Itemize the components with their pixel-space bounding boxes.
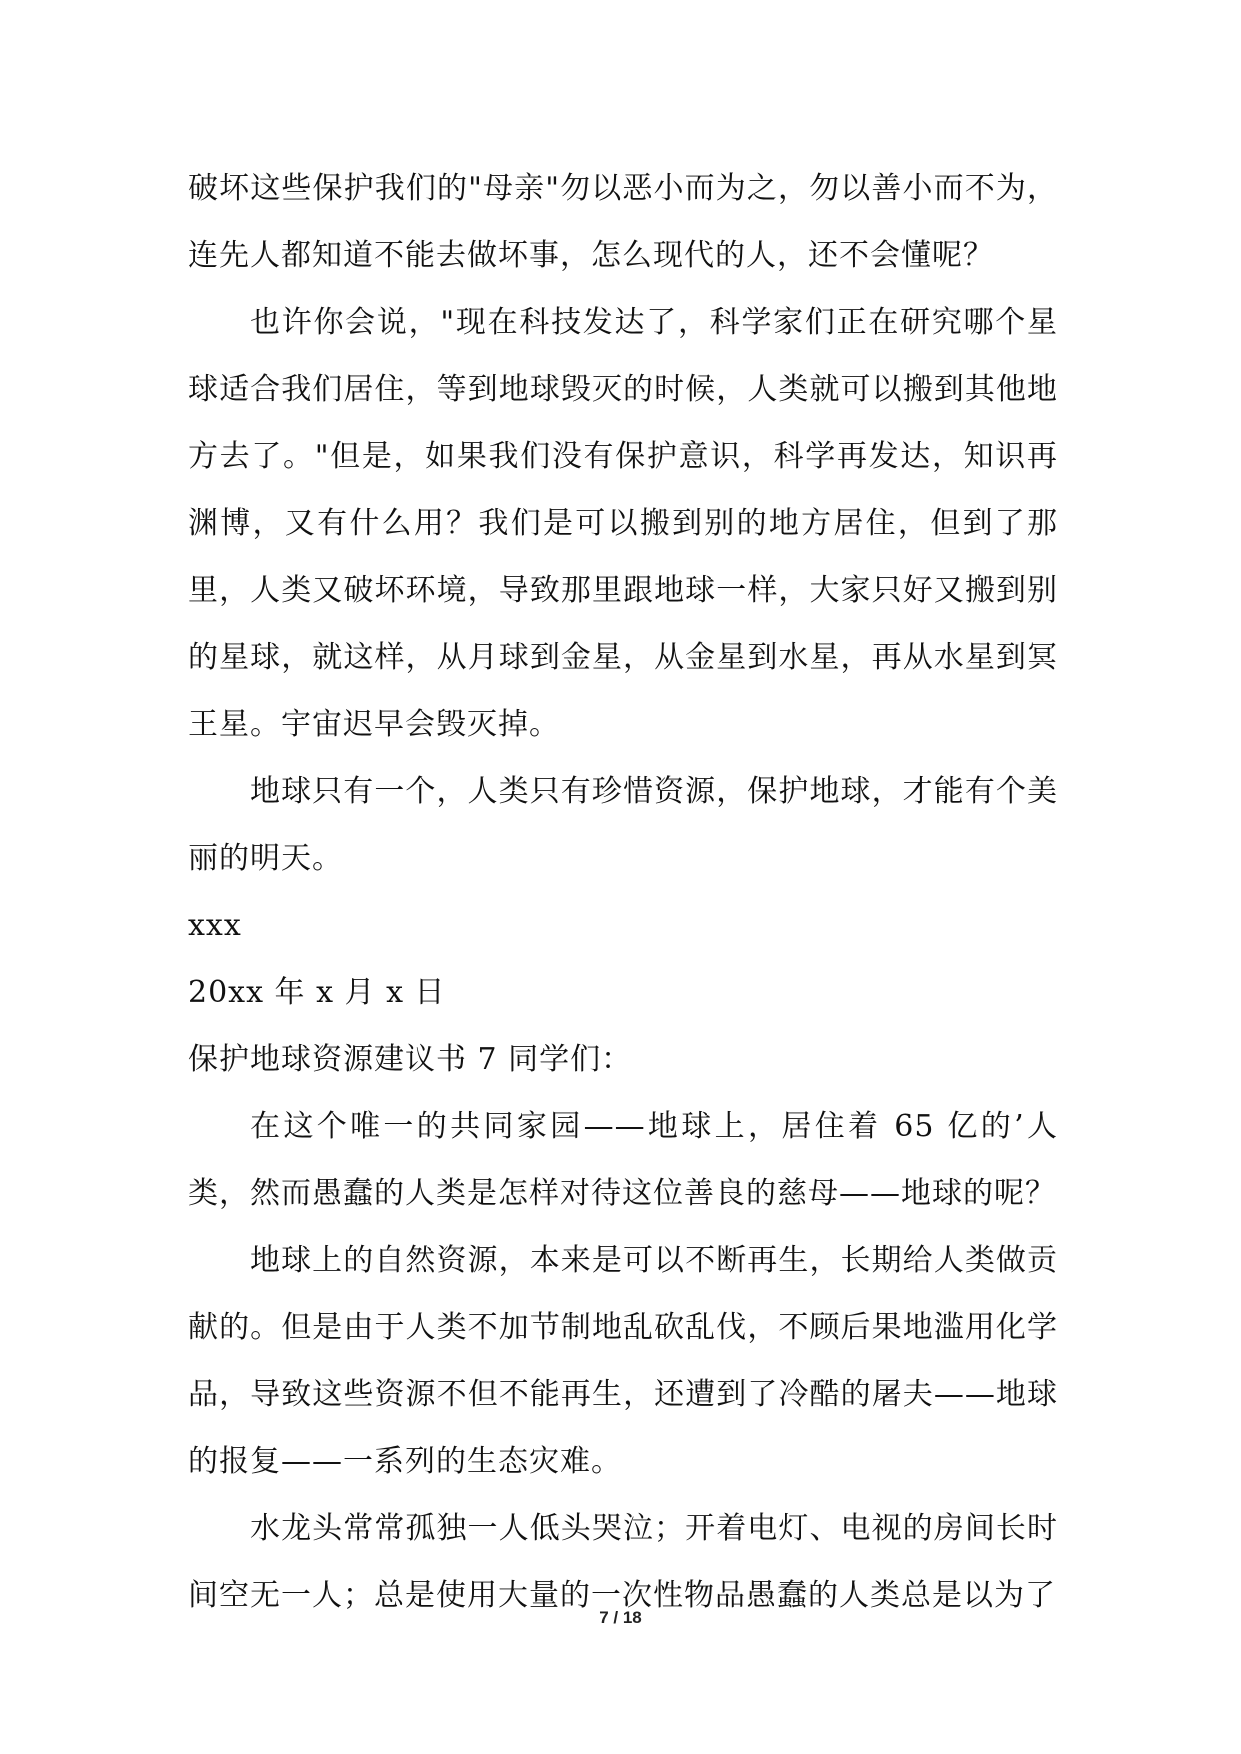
page-number: 7 / 18 (599, 1608, 642, 1627)
signature-name: xxx (188, 908, 242, 943)
paragraph-4: 在这个唯一的共同家园——地球上，居住着 65 亿的’人类，然而愚蠢的人类是怎样对待这位善良的慈母——地球的呢？ (188, 1109, 1058, 1211)
paragraph-6: 水龙头常常孤独一人低头哭泣；开着电灯、电视的房间长时间空无一人；总是使用大量的一次性物品愚蠢的人类总是以为了 (188, 1511, 1058, 1613)
paragraph-2: 也许你会说，"现在科技发达了，科学家们正在研究哪个星球适合我们居住，等到地球毁灭的时候，人类就可以搬到其他地方去了。"但是，如果我们没有保护意识，科学再发达，知识再渊博，又有什么用？我们是可以搬到别的地方居住，但到了那里，人类又破坏环境，导致那里跟地球一样，大家只好又搬到别的星球，就这样，从月球到金星，从金星到水星，再从水星到冥王星。宇宙迟早会毁灭掉。 (188, 305, 1058, 742)
section-heading: 保护地球资源建议书 7 同学们： (188, 1042, 633, 1077)
document-body (188, 155, 1058, 1629)
paragraph-1: 破坏这些保护我们的"母亲"勿以恶小而为之，勿以善小而不为，连先人都知道不能去做坏事，怎么现代的人，还不会懂呢？ (188, 171, 1058, 273)
paragraph-3: 地球只有一个，人类只有珍惜资源，保护地球，才能有个美丽的明天。 (188, 774, 1058, 876)
paragraph-5: 地球上的自然资源，本来是可以不断再生，长期给人类做贡献的。但是由于人类不加节制地乱砍乱伐，不顾后果地滥用化学品，导致这些资源不但不能再生，还遭到了冷酷的屠夫——地球的报复——一系列的生态灾难。 (188, 1243, 1058, 1479)
signature-date: 20xx 年 x 月 x 日 (188, 975, 446, 1010)
